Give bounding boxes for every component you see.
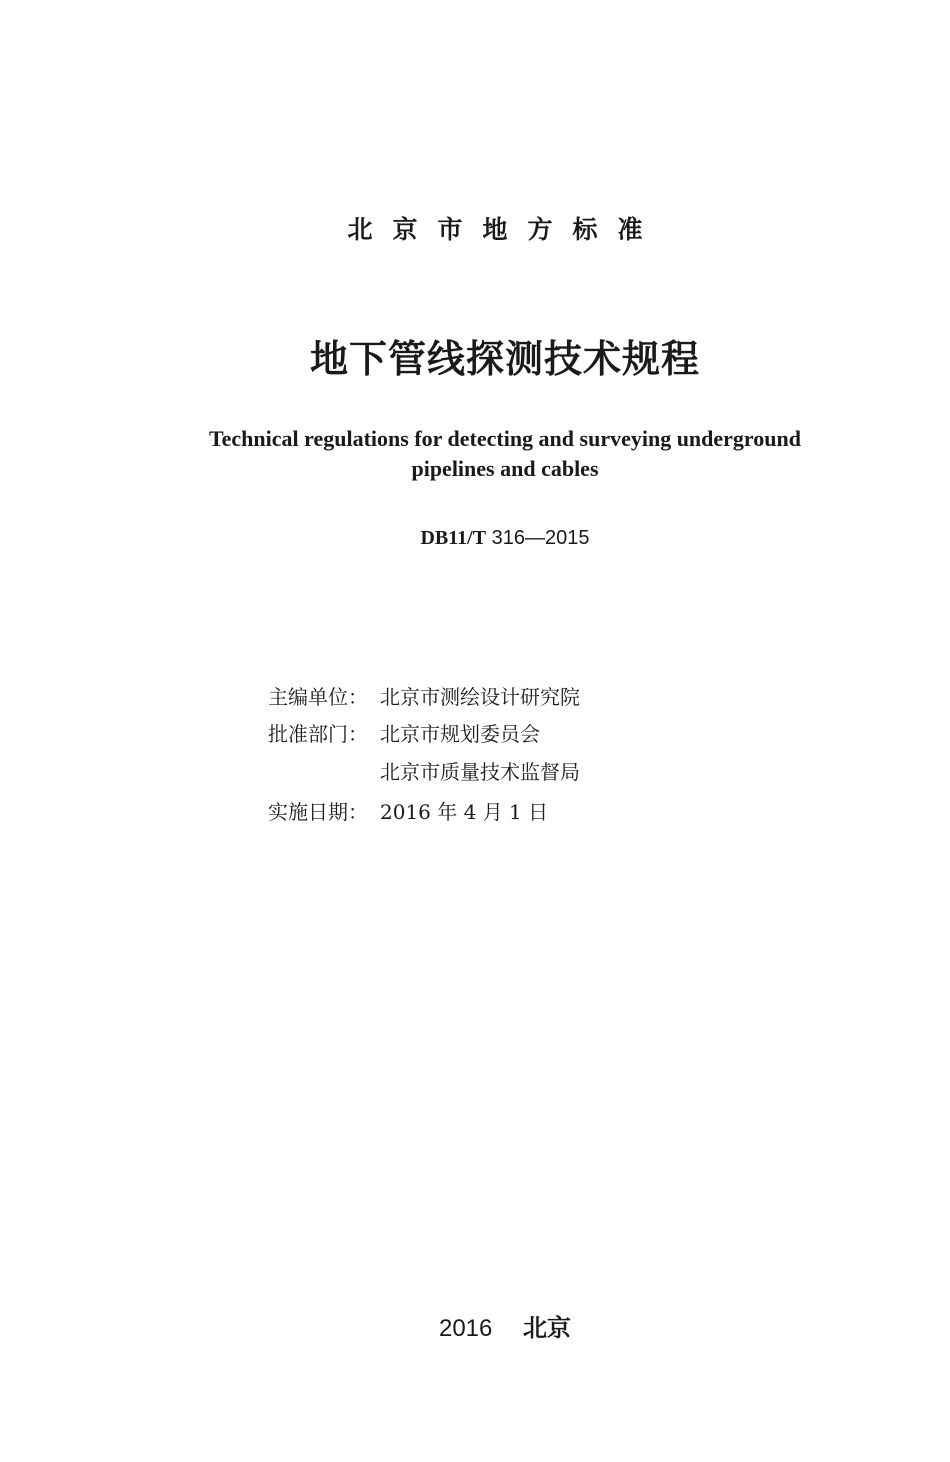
approval-value-2: 北京市质量技术监督局 [380,760,580,784]
approval-values [380,715,580,792]
standard-type-heading: 北京市地方标准 [347,215,663,244]
approval-label: 批准部门： [268,721,368,746]
effective-date-label: 实施日期： [268,800,368,825]
english-title [120,424,890,484]
english-title-line-1: Technical regulations for detecting and surveying underground [208,426,802,451]
publication-footer [0,1308,950,1343]
editor-label: 主编单位： [268,684,368,709]
effective-date-row [268,792,580,831]
editor-value: 北京市测绘设计研究院 [380,684,580,709]
standard-code-number: 316—2015 [491,527,590,549]
effective-date-value: 2016 年 4 月 1 日 [380,800,549,825]
standard-code [0,527,950,550]
english-title-line-2: pipelines and cables [411,456,599,481]
approval-value-1: 北京市规划委员会 [380,721,540,746]
standard-code-prefix: DB11/T [420,527,487,549]
publication-info [268,676,580,830]
approval-row [268,715,580,792]
editor-row [268,676,580,715]
chinese-title: 地下管线探测技术规程 [309,337,700,381]
publication-year: 2016 [438,1315,493,1342]
publication-city: 北京 [523,1314,572,1342]
